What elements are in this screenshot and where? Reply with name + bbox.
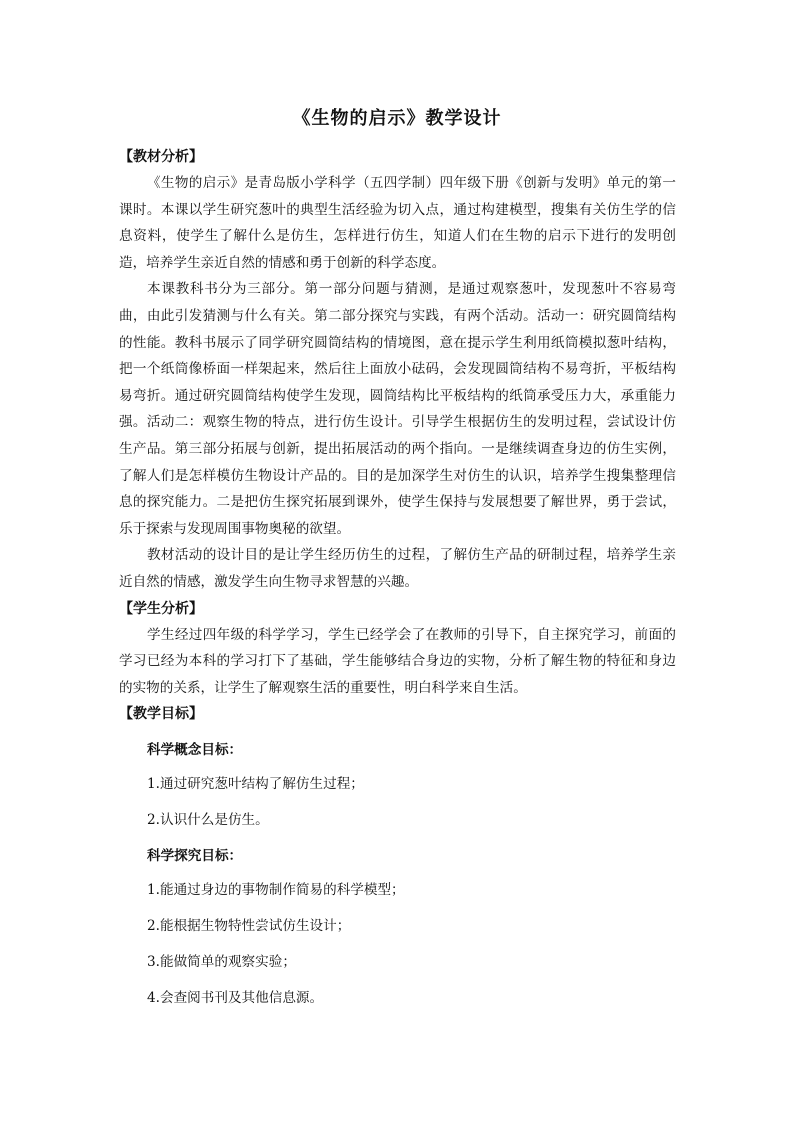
- document-body: [119, 144, 676, 1021]
- goal-item: 1.通过研究葱叶结构了解仿生过程；: [147, 776, 364, 793]
- textbook-paragraph-3: 教材活动的设计目的是让学生经历仿生的过程，了解仿生产品的研制过程，培养学生亲近自然的情感，激发学生向生物寻求智慧的兴趣。: [119, 547, 676, 590]
- goal-subheading-concept: 科学概念目标：: [147, 742, 243, 759]
- textbook-paragraph-1: 《生物的启示》是青岛版小学科学（五四学制）四年级下册《创新与发明》单元的第一课时。本课以学生研究葱叶的典型生活经验为切入点，通过构建模型，搜集有关仿生学的信息资料，使学生了解什么是仿生，怎样进行仿生，知道人们在生物的启示下进行的发明创造，培养学生亲近自然的情感和勇于创新的科学态度。: [119, 175, 676, 271]
- goal-subheading-inquiry: 科学探究目标：: [147, 848, 243, 865]
- goal-item: 2.认识什么是仿生。: [147, 812, 269, 829]
- goal-item: 4.会查阅书刊及其他信息源。: [147, 990, 324, 1007]
- textbook-paragraph-2: 本课教科书分为三部分。第一部分问题与猜测，是通过观察葱叶，发现葱叶不容易弯曲，由此引发猜测与什么有关。第二部分探究与实践，有两个活动。活动一：研究圆筒结构的性能。教科书展示了同学研究圆筒结构的情境图，意在提示学生利用纸筒模拟葱叶结构，把一个纸筒像桥面一样架起来，然后往上面放小砝码，会发现圆筒结构不易弯折，平板结构易弯折。通过研究圆筒结构使学生发现，圆筒结构比平板结构的纸筒承受压力大，承重能力强。活动二：观察生物的特点，进行仿生设计。引导学生根据仿生的发明过程，尝试设计仿生产品。第三部分拓展与创新，提出拓展活动的两个指向。一是继续调查身边的仿生实例，了解人们是怎样模仿生物设计产品的。目的是加深学生对仿生的认识，培养学生搜集整理信息的探究能力。二是把仿生探究拓展到课外，使学生保持与发展想要了解世界，勇于尝试，乐于探索与发现周围事物奥秘的欲望。: [119, 281, 676, 537]
- section-heading-student-analysis: 【学生分析】: [119, 600, 203, 617]
- goal-item: 2.能根据生物特性尝试仿生设计；: [147, 918, 351, 935]
- section-heading-textbook-analysis: 【教材分析】: [119, 149, 203, 165]
- page-title: 《生物的启示》教学设计: [292, 108, 502, 129]
- student-paragraph-1: 学生经过四年级的科学学习，学生已经学会了在教师的引导下，自主探究学习，前面的学习已经为本科的学习打下了基础，学生能够结合身边的实物，分析了解生物的特征和身边的实物的关系，让学生了解观察生活的重要性，明白科学来自生活。: [119, 626, 676, 696]
- goal-item: 3.能做简单的观察实验；: [147, 954, 296, 971]
- section-heading-teaching-goals: 【教学目标】: [119, 706, 203, 723]
- goal-item: 1.能通过身边的事物制作简易的科学模型；: [147, 882, 405, 899]
